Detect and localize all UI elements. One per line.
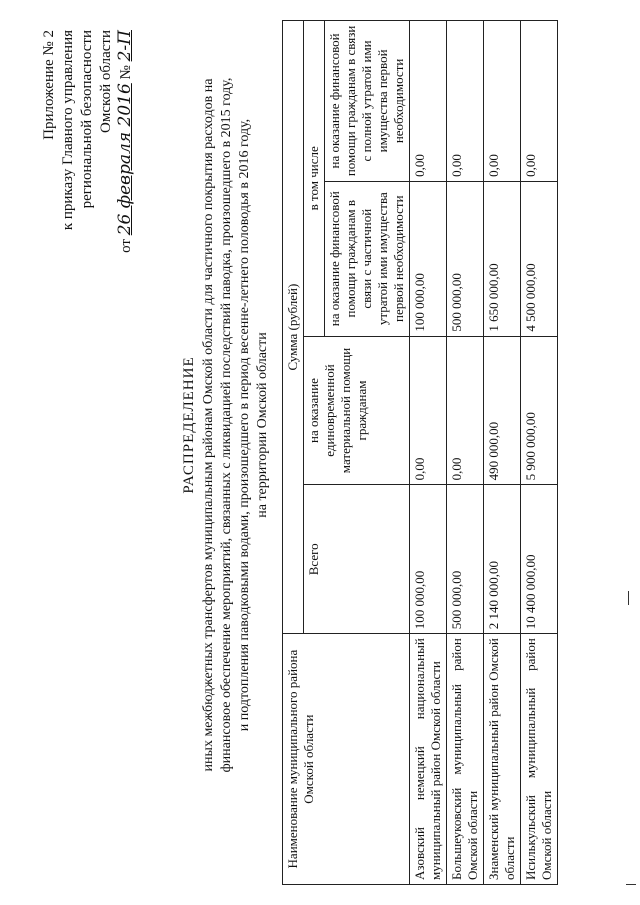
district-name-cell: Исилькульский муниципальный район Омской области — [521, 634, 558, 885]
title-line-3: и подтопления паводковыми водами, произошедшего в период весенне-летнего половодья в 2016 году, — [237, 118, 252, 732]
total-cell: 100 000,00 — [410, 485, 447, 634]
full-loss-cell: 0,00 — [484, 21, 521, 182]
header-sum: Сумма (рублей) — [283, 21, 304, 634]
total-cell: 500 000,00 — [447, 485, 484, 634]
document-heading: РАСПРЕДЕЛЕНИЕ — [181, 356, 197, 494]
material-aid-cell: 5 900 000,00 — [521, 336, 558, 485]
full-loss-cell: 0,00 — [447, 21, 484, 182]
full-loss-cell: 0,00 — [521, 21, 558, 182]
header-full-loss-aid: на оказание финансовой помощи гражданам в связи с полной утратой ими имущества первой необходимости — [325, 21, 410, 182]
scan-mark — [628, 591, 629, 605]
total-cell: 10 400 000,00 — [521, 485, 558, 634]
date-prefix: от — [118, 239, 134, 253]
header-total: Всего — [304, 485, 410, 634]
table-row — [410, 21, 447, 885]
partial-loss-cell: 500 000,00 — [447, 181, 484, 336]
document-header — [40, 30, 136, 330]
region-line: Омской области — [98, 30, 114, 133]
date-number-line — [116, 30, 136, 330]
table-row — [447, 21, 484, 885]
distribution-table — [282, 20, 558, 885]
partial-loss-cell: 100 000,00 — [410, 181, 447, 336]
title-line-2: финансовое обеспечение мероприятий, связанных с ликвидацией последствий паводка, произошедшего в 2015 году, — [219, 77, 234, 773]
material-aid-cell: 0,00 — [447, 336, 484, 485]
appendix-label: Приложение № 2 — [41, 30, 57, 140]
number-prefix: № — [118, 65, 134, 80]
district-name-cell: Большеуковский муниципальный район Омской области — [447, 634, 484, 885]
full-loss-cell: 0,00 — [410, 21, 447, 182]
material-aid-cell: 0,00 — [410, 336, 447, 485]
agency-line: региональной безопасности — [79, 30, 95, 209]
total-cell: 2 140 000,00 — [484, 485, 521, 634]
header-material-aid: на оказание единовременной материальной помощи гражданам — [304, 336, 410, 485]
header-including: в том числе — [304, 21, 325, 337]
scan-edge-mark — [626, 884, 636, 885]
partial-loss-cell: 4 500 000,00 — [521, 181, 558, 336]
material-aid-cell: 490 000,00 — [484, 336, 521, 485]
document-title-block — [180, 75, 272, 775]
title-line-4: на территории Омской области — [255, 332, 270, 518]
district-name-cell: Знаменский муниципальный район Омской области — [484, 634, 521, 885]
handwritten-date: 26 февраля 2016 — [115, 83, 135, 236]
header-partial-loss-aid: на оказание финансовой помощи гражданам в связи с частичной утратой ими имущества первой необходимости — [325, 181, 410, 336]
table-row — [484, 21, 521, 885]
handwritten-number: 2-П — [115, 30, 135, 62]
table-row — [521, 21, 558, 885]
header-district-name: Наименование муниципального района Омской области — [283, 634, 410, 885]
partial-loss-cell: 1 650 000,00 — [484, 181, 521, 336]
title-line-1: иных межбюджетных трансфертов муниципальным районам Омской области для частичного покрытия расходов на — [201, 78, 216, 772]
order-ref-line: к приказу Главного управления — [60, 30, 76, 231]
district-name-cell: Азовский немецкий национальный муниципальный район Омской области — [410, 634, 447, 885]
